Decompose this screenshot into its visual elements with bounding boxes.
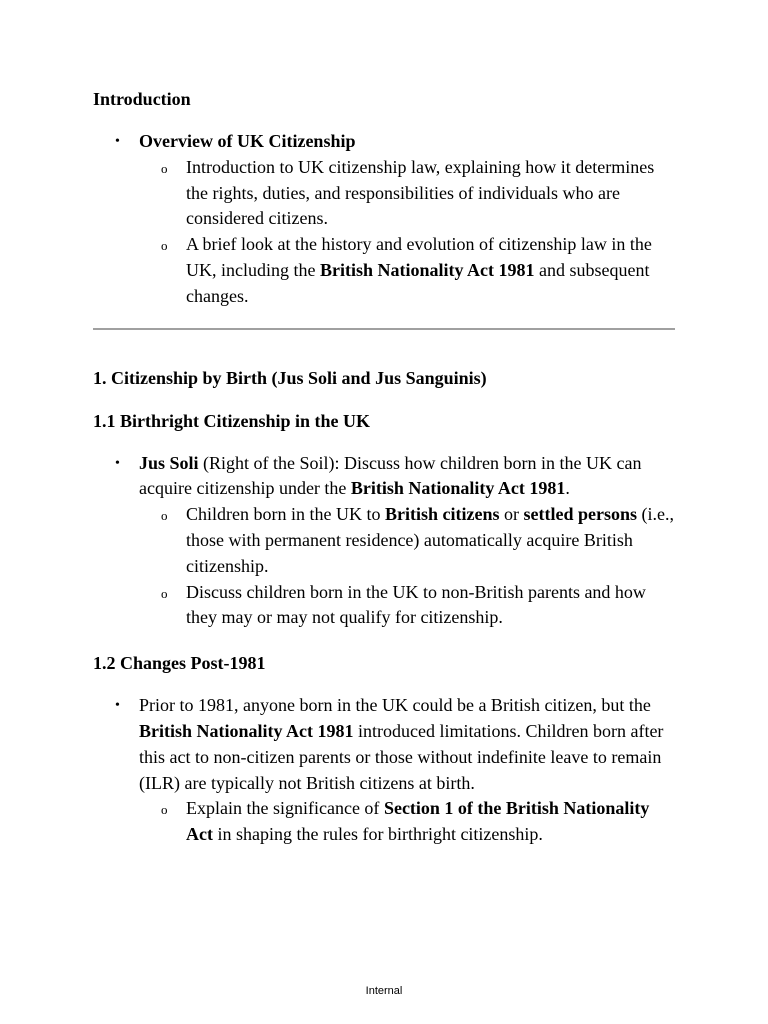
overview-title: Overview of UK Citizenship bbox=[139, 131, 356, 151]
intro-heading: Introduction bbox=[93, 89, 191, 109]
bold-term: British Nationality Act 1981 bbox=[139, 720, 354, 741]
list-item-text: Discuss children born in the UK to non-British parents and how they may or may not qualify for citizenship. bbox=[186, 581, 646, 628]
bullet-icon: • bbox=[115, 134, 120, 149]
bold-term: settled persons bbox=[523, 504, 637, 525]
list-item bbox=[139, 796, 675, 848]
bold-term: British Nationality Act 1981 bbox=[319, 259, 535, 280]
section12-sublist bbox=[139, 796, 675, 848]
list-item-text: (Right of the Soil): Discuss how children born in the UK can acquire citizenship under the bbox=[139, 452, 642, 499]
overview-sublist bbox=[139, 155, 675, 310]
list-item bbox=[139, 502, 675, 579]
list-item bbox=[93, 451, 675, 632]
bullet-icon: • bbox=[115, 698, 120, 714]
list-item bbox=[139, 580, 675, 632]
section11-heading: 1.1 Birthright Citizenship in the UK bbox=[93, 410, 371, 431]
list-item-text: introduced limitations. Children born after this act to non-citizen parents or those without indefinite leave to remain (ILR) are typically not British citizens at birth. bbox=[139, 720, 664, 793]
footer-label: Internal bbox=[365, 985, 403, 997]
list-item-text: Introduction to UK citizenship law, explaining how it determines the rights, duties, and responsibilities of individuals who are considered citizens. bbox=[186, 156, 655, 229]
list-item-text: A brief look at the history and evolution of citizenship law in the UK, including the bbox=[186, 234, 652, 280]
bullet-icon: • bbox=[115, 455, 120, 471]
circle-bullet-icon: o bbox=[161, 802, 168, 818]
list-item bbox=[139, 232, 675, 309]
list-item-text: Prior to 1981, anyone born in the UK could be a British citizen, but the bbox=[139, 695, 651, 716]
section11-list bbox=[93, 451, 675, 632]
circle-bullet-icon: o bbox=[161, 160, 168, 176]
circle-bullet-icon: o bbox=[161, 238, 168, 254]
list-item bbox=[93, 129, 675, 310]
section-divider bbox=[93, 328, 675, 330]
section12-heading: 1.2 Changes Post-1981 bbox=[93, 653, 266, 674]
list-item-text: Children born in the UK to bbox=[186, 504, 385, 525]
list-item bbox=[93, 693, 675, 848]
list-item-text: Explain the significance of bbox=[186, 798, 384, 819]
list-item-text: or bbox=[499, 504, 524, 525]
section11-sublist bbox=[139, 502, 675, 631]
circle-bullet-icon: o bbox=[161, 508, 168, 524]
document-page bbox=[93, 86, 675, 848]
section12-list bbox=[93, 693, 675, 848]
list-item bbox=[139, 155, 675, 232]
section1-heading: 1. Citizenship by Birth (Jus Soli and Jus Sanguinis) bbox=[93, 367, 487, 388]
circle-bullet-icon: o bbox=[161, 585, 168, 601]
bold-term: British citizens bbox=[384, 504, 500, 525]
intro-list bbox=[93, 129, 675, 310]
bold-term: British Nationality Act 1981 bbox=[350, 478, 566, 499]
list-item-text: (i.e., those with permanent residence) automatically acquire British citizenship. bbox=[186, 504, 674, 576]
bold-term: Section 1 of the British Nationality Act bbox=[186, 798, 650, 845]
bold-term: Jus Soli bbox=[139, 452, 199, 473]
list-item-text: in shaping the rules for birthright citizenship. bbox=[212, 824, 543, 845]
list-item-text: . bbox=[565, 478, 570, 499]
list-item-text: and subsequent changes. bbox=[186, 259, 650, 306]
